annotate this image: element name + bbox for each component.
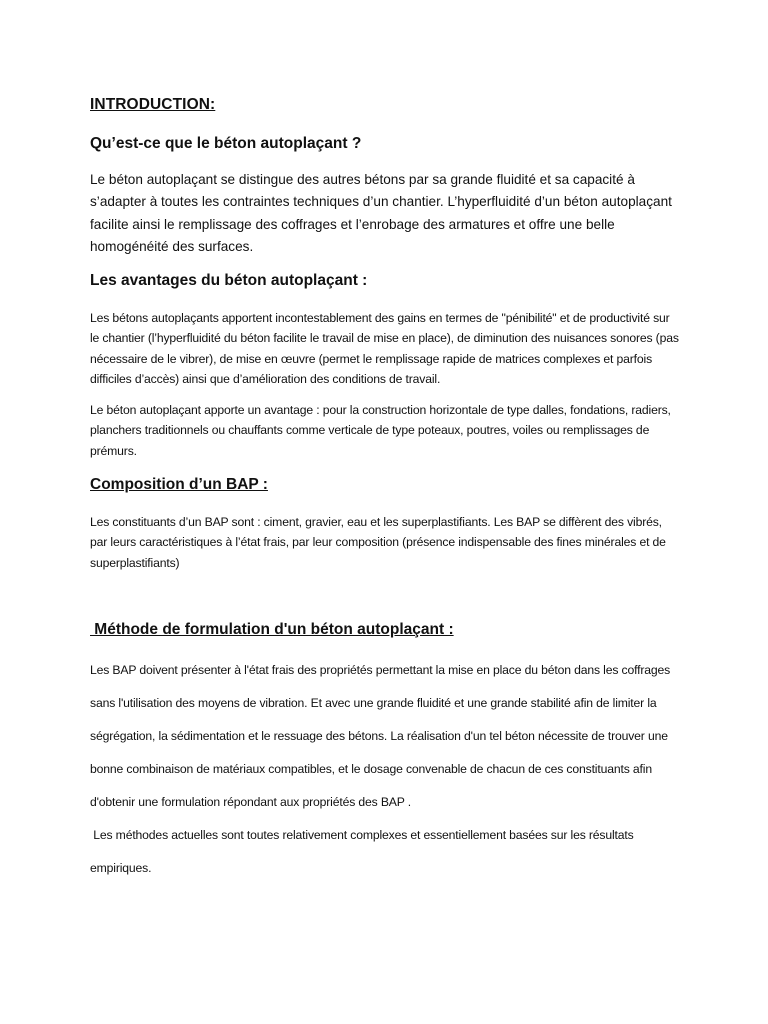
composition-paragraph: Les constituants d’un BAP sont : ciment, gravier, eau et les superplastifiants. Les BAP se diffèrent des vibrés, par leurs caractéristiques à l’état frais, par leur composition (présence indispensable des fines minérales et de superplastifiants)	[90, 515, 666, 570]
avantages-heading: Les avantages du béton autoplaçant :	[90, 272, 368, 289]
introduction-title: INTRODUCTION:	[90, 96, 216, 113]
composition-heading: Composition d’un BAP :	[90, 476, 268, 493]
avantages-paragraph-2: Le béton autoplaçant apporte un avantage : pour la construction horizontale de type dalles, fondations, radiers, planchers traditionnels ou chauffants comme verticale de type poteaux, poutres, voiles ou remplissages de prémurs.	[90, 403, 671, 458]
methode-paragraph-2: Les méthodes actuelles sont toutes relativement complexes et essentiellement basées sur les résultats empiriques.	[90, 828, 637, 875]
question-heading: Qu’est-ce que le béton autoplaçant ?	[90, 135, 362, 152]
methode-paragraph-1: Les BAP doivent présenter à l'état frais des propriétés permettant la mise en place du béton dans les coffrages sans l'utilisation des moyens de vibration. Et avec une grande fluidité et une grande stabilité afin de limiter la ségrégation, la sédimentation et le ressuage des bétons. La réalisation d'un tel béton nécessite de trouver une bonne combinaison de matériaux compatibles, et le dosage convenable de chacun de ces constituants afin d'obtenir une formulation répondant aux propriétés des BAP .	[90, 663, 671, 809]
methode-section	[90, 654, 680, 885]
methode-heading: Méthode de formulation d'un béton autoplaçant :	[90, 621, 454, 638]
avantages-paragraph-1: Les bétons autoplaçants apportent incontestablement des gains en termes de "pénibilité" et de productivité sur le chantier (l’hyperfluidité du béton facilite le travail de mise en place), de diminution des nuisances sonores (pas nécessaire de le vibrer), de mise en œuvre (permet le remplissage rapide de matrices complexes et parfois difficiles d’accès) ainsi que d’amélioration des conditions de travail.	[90, 311, 679, 387]
intro-paragraph: Le béton autoplaçant se distingue des autres bétons par sa grande fluidité et sa capacité à s’adapter à toutes les contraintes techniques d’un chantier. L’hyperfluidité d’un béton autoplaçant facilite ainsi le remplissage des coffrages et l’enrobage des armatures et offre une belle homogénéité des surfaces.	[90, 172, 672, 255]
